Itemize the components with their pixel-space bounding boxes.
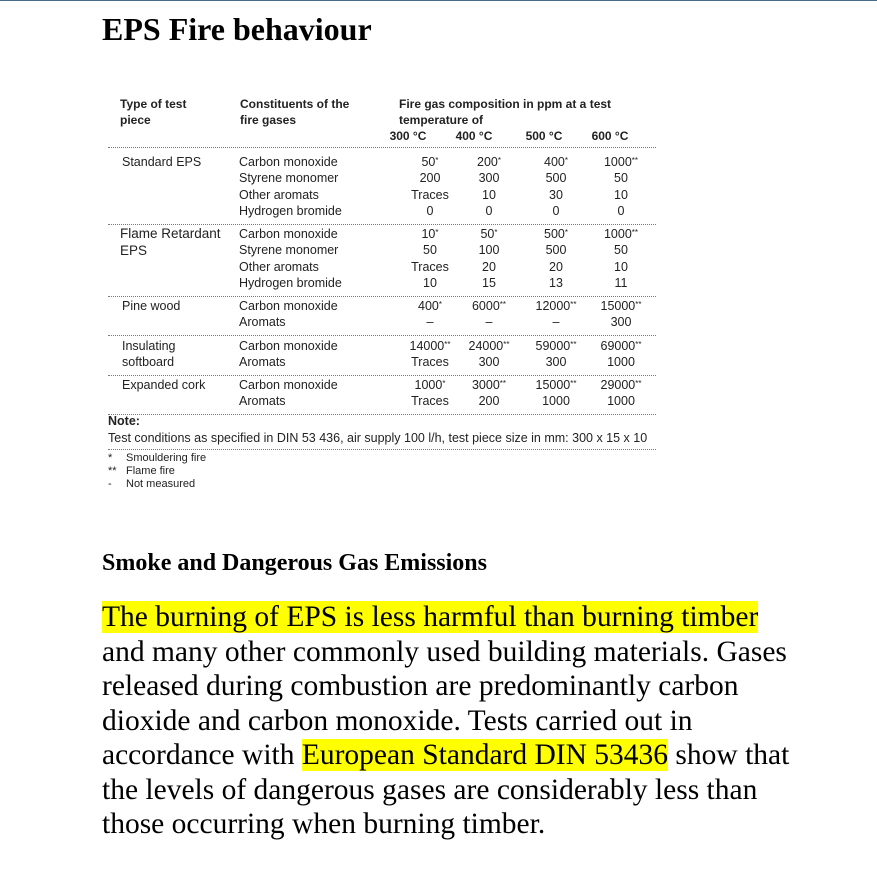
table-rule <box>108 147 656 148</box>
value-cell <box>591 203 651 220</box>
value-cell <box>459 377 519 394</box>
header-type-of-test <box>120 96 230 128</box>
value-number: Traces <box>411 187 449 202</box>
value-marker: ** <box>631 156 639 165</box>
value-number: 1000 <box>607 394 635 409</box>
value-number: 24000 <box>468 339 504 353</box>
value-marker: ** <box>499 300 507 309</box>
value-cell <box>459 275 519 292</box>
value-number: 20 <box>482 259 496 274</box>
value-cell <box>526 259 586 276</box>
value-number: 1000 <box>603 227 632 241</box>
value-cell <box>526 354 586 371</box>
constituent-cell: Carbon monoxide <box>239 227 338 241</box>
value-cell <box>459 298 519 315</box>
value-cell <box>591 275 651 292</box>
value-number: 59000 <box>535 339 571 353</box>
value-cell <box>400 242 460 259</box>
constituent-cell: Carbon monoxide <box>239 155 338 169</box>
constituent-cell: Hydrogen bromide <box>239 276 342 291</box>
value-cell <box>459 314 519 331</box>
value-number: – <box>552 315 560 330</box>
table-row <box>108 259 656 276</box>
value-number: 15000 <box>600 299 636 313</box>
constituent-cell: Other aromats <box>239 187 319 202</box>
table-row <box>108 187 656 204</box>
table-row <box>108 242 656 259</box>
value-marker: ** <box>570 300 577 309</box>
value-cell <box>591 242 651 259</box>
note-heading: Note: <box>108 414 140 428</box>
value-number: 13 <box>549 276 563 291</box>
value-number: 10 <box>421 227 436 241</box>
value-number: 300 <box>478 171 500 186</box>
value-number: 11 <box>614 276 628 291</box>
table-row <box>108 203 656 220</box>
value-cell <box>526 338 586 355</box>
value-number: 3000 <box>471 378 500 392</box>
value-cell <box>526 187 586 204</box>
value-number: 6000 <box>471 299 500 313</box>
group-name-line: EPS <box>120 242 148 258</box>
value-number: 500 <box>545 171 567 186</box>
value-marker: ** <box>570 379 577 388</box>
value-cell <box>400 187 460 204</box>
value-cell <box>400 314 460 331</box>
temp-600: 600 °C <box>591 129 629 143</box>
value-cell <box>591 377 651 394</box>
paragraph-text: show that the levels of dangerous gases are considerably less than those occurring when burning timber. <box>102 739 790 840</box>
constituent-cell: Aromats <box>239 394 286 409</box>
body-paragraph <box>102 600 802 842</box>
value-number: 0 <box>552 204 560 219</box>
value-number: 15 <box>482 276 496 291</box>
legend-text: Not measured <box>126 478 196 490</box>
table-rule <box>108 224 656 225</box>
constituent-cell: Carbon monoxide <box>239 339 338 353</box>
value-cell <box>459 354 519 371</box>
value-marker: ** <box>635 300 642 309</box>
value-number: 100 <box>478 243 500 258</box>
group-name-line: softboard <box>122 355 175 369</box>
value-marker: ** <box>631 228 639 237</box>
value-number: 50 <box>480 227 495 241</box>
value-cell <box>459 393 519 410</box>
value-cell <box>591 226 651 243</box>
constituent-cell: Styrene monomer <box>239 171 339 186</box>
value-number: 50 <box>614 243 628 258</box>
value-cell <box>459 154 519 171</box>
value-cell <box>526 377 586 394</box>
temp-300: 300 °C <box>389 129 427 143</box>
value-number: 300 <box>478 355 500 370</box>
value-cell <box>526 154 586 171</box>
value-cell <box>400 393 460 410</box>
value-number: 50 <box>423 243 437 258</box>
note-rule <box>108 449 656 450</box>
value-marker: ** <box>444 340 451 349</box>
table-rule <box>108 296 656 297</box>
value-cell <box>591 338 651 355</box>
temp-400: 400 °C <box>455 129 493 143</box>
table-row <box>108 226 656 243</box>
value-cell <box>591 298 651 315</box>
header-fire-gas <box>399 96 649 128</box>
value-number: 1000 <box>603 155 632 169</box>
value-cell <box>526 298 586 315</box>
value-marker: * <box>435 228 439 237</box>
section-heading: Smoke and Dangerous Gas Emissions <box>102 550 487 576</box>
value-number: 69000 <box>600 339 636 353</box>
value-number: 10 <box>482 187 496 202</box>
value-cell <box>400 203 460 220</box>
value-marker: * <box>435 156 439 165</box>
value-number: Traces <box>411 259 449 274</box>
value-number: 29000 <box>600 378 636 392</box>
note-text: Test conditions as specified in DIN 53 436, air supply 100 l/h, test piece size in mm: 300 x 15 x 10 <box>108 431 648 445</box>
value-number: – <box>485 315 493 330</box>
value-marker: * <box>442 379 446 388</box>
legend-symbol: ** <box>108 465 117 477</box>
header-line: Constituents of the <box>240 97 350 111</box>
value-cell <box>591 354 651 371</box>
paragraph-text: and many other commonly used building materials. Gases released during combustion are predominantly carbon dioxide and carbon monoxide. Tests carried out in accordance with <box>102 635 787 771</box>
header-line: fire gases <box>240 113 297 127</box>
value-cell <box>591 154 651 171</box>
value-cell <box>459 338 519 355</box>
header-line: Fire gas composition in ppm at a test <box>399 97 612 111</box>
legend-symbol: - <box>108 478 112 490</box>
value-number: 50 <box>614 171 628 186</box>
group-name-line: Flame Retardant <box>120 226 221 241</box>
constituent-cell: Styrene monomer <box>239 243 339 258</box>
value-number: 200 <box>478 394 500 409</box>
legend-text: Smouldering fire <box>126 452 207 464</box>
table-row <box>108 154 656 171</box>
page-title: EPS Fire behaviour <box>102 11 372 47</box>
value-number: 500 <box>545 243 567 258</box>
legend-symbol: * <box>108 452 113 464</box>
value-cell <box>591 393 651 410</box>
table-row <box>108 314 656 331</box>
value-cell <box>459 226 519 243</box>
group-name-line: Expanded cork <box>122 378 206 392</box>
highlighted-text: European Standard DIN 53436 <box>301 739 669 771</box>
header-line: Type of test <box>120 97 187 111</box>
value-cell <box>526 393 586 410</box>
value-cell <box>459 170 519 187</box>
value-number: 10 <box>614 187 628 202</box>
value-cell <box>400 298 460 315</box>
group-name-line: Pine wood <box>122 299 181 313</box>
legend-item <box>108 465 175 478</box>
value-number: – <box>426 315 434 330</box>
group-name-line: Standard EPS <box>122 155 202 169</box>
value-cell <box>400 377 460 394</box>
constituent-cell: Carbon monoxide <box>239 378 338 392</box>
value-number: 1000 <box>542 394 570 409</box>
value-marker: ** <box>635 379 642 388</box>
value-number: 400 <box>418 299 439 313</box>
top-rule <box>0 0 877 1</box>
value-number: 30 <box>549 187 563 202</box>
value-number: Traces <box>411 394 449 409</box>
value-marker: ** <box>635 340 642 349</box>
value-cell <box>400 170 460 187</box>
value-marker: ** <box>503 340 510 349</box>
value-cell <box>591 259 651 276</box>
table-row <box>108 377 656 394</box>
value-cell <box>591 170 651 187</box>
value-cell <box>526 242 586 259</box>
value-marker: ** <box>570 340 577 349</box>
value-number: 300 <box>545 355 567 370</box>
header-line: temperature of <box>399 113 484 127</box>
group-name-line: Insulating <box>122 339 176 353</box>
value-cell <box>400 259 460 276</box>
constituent-cell: Carbon monoxide <box>239 299 338 313</box>
value-number: 1000 <box>607 355 635 370</box>
value-number: 1000 <box>414 378 443 392</box>
table-row <box>108 170 656 187</box>
table-rule <box>108 414 656 415</box>
value-cell <box>400 275 460 292</box>
value-cell <box>526 314 586 331</box>
table-row <box>108 338 656 355</box>
table-rule <box>108 375 656 376</box>
legend-text: Flame fire <box>126 465 175 477</box>
constituent-cell: Aromats <box>239 315 286 330</box>
value-number: Traces <box>411 355 449 370</box>
table-rule <box>108 335 656 336</box>
value-cell <box>459 259 519 276</box>
table-row <box>108 354 656 371</box>
value-number: 500 <box>544 227 565 241</box>
value-number: 200 <box>419 171 441 186</box>
value-cell <box>591 187 651 204</box>
value-marker: ** <box>499 379 507 388</box>
value-marker: * <box>494 228 498 237</box>
value-marker: * <box>438 300 442 309</box>
value-cell <box>400 354 460 371</box>
temp-500: 500 °C <box>525 129 563 143</box>
value-cell <box>526 226 586 243</box>
table-row <box>108 275 656 292</box>
value-marker: * <box>497 156 501 165</box>
value-number: 20 <box>549 259 563 274</box>
value-cell <box>526 275 586 292</box>
table-row <box>108 298 656 315</box>
value-number: 400 <box>544 155 565 169</box>
constituent-cell: Aromats <box>239 355 286 370</box>
value-cell <box>459 242 519 259</box>
value-number: 0 <box>485 204 493 219</box>
value-number: 200 <box>477 155 498 169</box>
header-constituents <box>240 96 390 128</box>
value-number: 10 <box>614 259 628 274</box>
header-line: piece <box>120 113 151 127</box>
value-cell <box>400 338 460 355</box>
legend-item <box>108 452 206 465</box>
value-cell <box>400 154 460 171</box>
value-number: 0 <box>426 204 434 219</box>
value-marker: * <box>564 228 568 237</box>
legend-item <box>108 478 195 491</box>
value-cell <box>459 203 519 220</box>
value-cell <box>400 226 460 243</box>
value-number: 15000 <box>535 378 571 392</box>
constituent-cell: Other aromats <box>239 259 319 274</box>
value-number: 14000 <box>409 339 445 353</box>
value-number: 10 <box>423 276 437 291</box>
value-number: 0 <box>617 204 625 219</box>
value-cell <box>526 170 586 187</box>
value-number: 12000 <box>535 299 571 313</box>
value-number: 50 <box>421 155 436 169</box>
constituent-cell: Hydrogen bromide <box>239 204 342 219</box>
value-cell <box>459 187 519 204</box>
value-cell <box>591 314 651 331</box>
value-cell <box>526 203 586 220</box>
highlighted-text: The burning of EPS is less harmful than burning timber <box>102 601 759 633</box>
value-number: 300 <box>610 315 632 330</box>
value-marker: * <box>564 156 568 165</box>
table-row <box>108 393 656 410</box>
